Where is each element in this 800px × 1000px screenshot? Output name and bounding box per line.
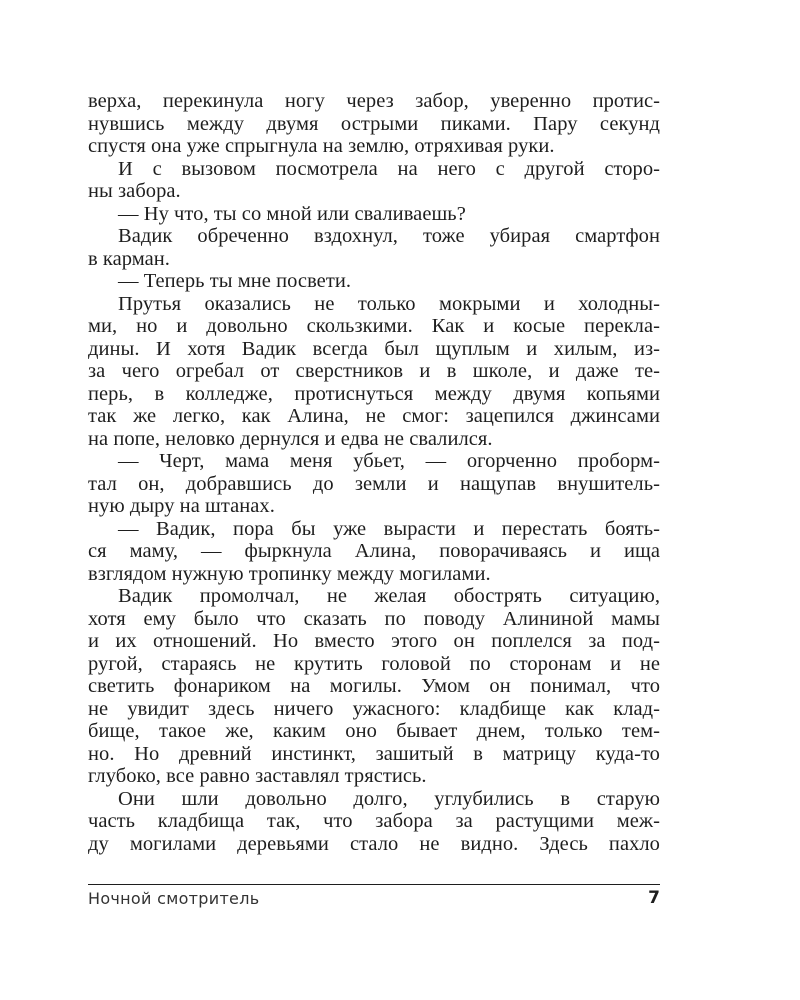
- body-text: [88, 90, 660, 855]
- text-line: верха, перекинула ногу через забор, уверенно протис-: [88, 90, 660, 112]
- text-line: в карман.: [88, 247, 170, 270]
- text-line: ду могилами деревьями стало не видно. Здесь пахло: [88, 832, 660, 855]
- text-line: не увидит здесь ничего ужасного: кладбище как клад-: [88, 697, 660, 720]
- text-line: Они шли довольно долго, углубились в старую: [118, 787, 660, 810]
- text-line: нувшись между двумя острыми пиками. Пару секунд: [88, 112, 660, 135]
- text-line: ся маму, — фыркнула Алина, поворачиваясь и ища: [88, 540, 660, 562]
- text-line: перь, в колледже, протиснуться между двумя копьями: [88, 382, 660, 405]
- text-line: дины. И хотя Вадик всегда был щуплым и хилым, из-: [88, 337, 660, 360]
- text-line: светить фонариком на могилы. Умом он понимал, что: [88, 675, 660, 697]
- text-line: тал он, добравшись до земли и нащупав внушитель-: [88, 472, 660, 495]
- page-number: 7: [648, 888, 660, 908]
- text-line: на попе, неловко дернулся и едва не свалился.: [88, 427, 493, 450]
- text-line: и их отношений. Но вместо этого он поплелся за под-: [88, 630, 660, 652]
- text-line: бище, такое же, каким оно бывает днем, только тем-: [88, 720, 660, 742]
- text-line: — Теперь ты мне посвети.: [118, 270, 352, 292]
- text-line: часть кладбища так, что забора за растущими меж-: [88, 810, 660, 832]
- text-line: но. Но древний инстинкт, зашитый в матрицу куда-то: [88, 742, 660, 765]
- text-line: Вадик обреченно вздохнул, тоже убирая смартфон: [118, 225, 660, 247]
- text-line: Прутья оказались не только мокрыми и холодны-: [118, 292, 660, 315]
- text-line: — Черт, мама меня убьет, — огорченно проборм-: [118, 450, 660, 472]
- text-line: — Вадик, пора бы уже вырасти и перестать боять-: [118, 517, 660, 540]
- text-line: глубоко, все равно заставлял трястись.: [88, 765, 427, 787]
- text-line: взглядом нужную тропинку между могилами.: [88, 562, 491, 585]
- text-line: ми, но и довольно скользкими. Как и косые перекла-: [88, 315, 660, 337]
- running-title: Ночной смотритель: [88, 889, 260, 908]
- text-line: ную дыру на штанах.: [88, 495, 275, 517]
- text-line: Вадик промолчал, не желая обострять ситуацию,: [118, 585, 660, 607]
- text-line: ны забора.: [88, 180, 181, 202]
- footer-divider: [88, 884, 660, 885]
- text-line: хотя ему было что сказать по поводу Алининой мамы: [88, 607, 660, 630]
- text-line: так же легко, как Алина, не смог: зацепился джинсами: [88, 405, 660, 427]
- text-line: за чего огребал от сверстников и в школе, и даже те-: [88, 360, 660, 382]
- text-line: И с вызовом посмотрела на него с другой сторо-: [118, 157, 660, 180]
- text-line: — Ну что, ты со мной или сваливаешь?: [118, 202, 466, 225]
- text-line: спустя она уже спрыгнула на землю, отряхивая руки.: [88, 135, 555, 157]
- text-line: ругой, стараясь не крутить головой по сторонам и не: [88, 652, 660, 675]
